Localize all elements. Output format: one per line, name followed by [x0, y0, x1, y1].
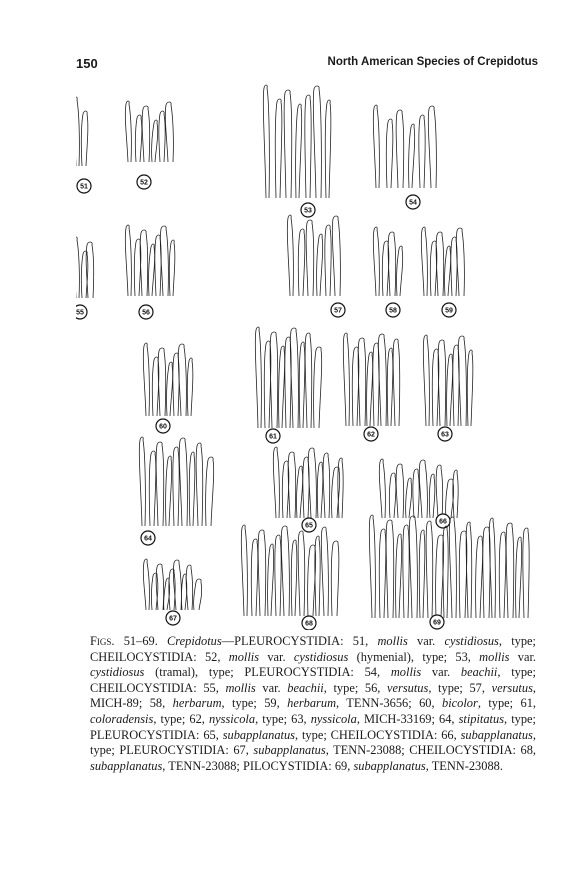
cystidium-outline	[288, 452, 296, 518]
cystidium-outline	[173, 447, 179, 526]
cystidia-group-59	[421, 227, 464, 317]
cystidia-group-61	[255, 327, 321, 443]
caption-figs: Figs.	[90, 634, 115, 648]
cystidium-outline	[476, 536, 483, 618]
caption-text: , type; 62,	[153, 711, 209, 726]
cystidium-outline	[298, 229, 305, 296]
cystidium-outline	[158, 348, 166, 416]
cystidium-outline	[436, 232, 444, 296]
cystidium-outline	[321, 527, 328, 616]
cystidium-outline	[393, 339, 400, 426]
cystidium-outline	[523, 528, 529, 618]
cystidium-outline	[149, 244, 155, 296]
cystidium-outline	[305, 95, 311, 198]
caption-taxon: beachii	[460, 665, 498, 680]
cystidium-outline	[152, 357, 159, 416]
cystidia-group-62	[343, 333, 399, 441]
cystidium-outline	[388, 232, 396, 296]
cystidium-outline	[506, 523, 514, 618]
cystidium-outline	[179, 438, 187, 526]
cystidia-group-60	[143, 343, 193, 433]
caption-taxon: stipitatus	[458, 711, 505, 726]
caption-text: var.	[509, 649, 536, 664]
cystidium-outline	[76, 97, 79, 166]
cystidium-outline	[281, 526, 289, 616]
cystidium-outline	[483, 527, 490, 618]
cystidium-outline	[156, 564, 164, 610]
caption-taxon: subapplanatus	[353, 758, 426, 773]
cystidium-outline	[299, 342, 305, 428]
figure-number-label: 51	[80, 183, 88, 191]
cystidium-outline	[373, 227, 379, 296]
figure-number-label: 59	[445, 307, 453, 315]
cystidium-outline	[275, 99, 282, 198]
figure-number-label: 60	[159, 423, 167, 431]
caption-text: , MICH-33169; 64,	[356, 711, 459, 726]
caption-taxon: subapplanatus	[90, 758, 163, 773]
cystidium-outline	[436, 465, 443, 518]
cystidium-outline	[306, 220, 314, 296]
cystidium-outline	[428, 106, 436, 188]
figure-number-label: 56	[142, 309, 150, 317]
cystidium-outline	[241, 525, 247, 616]
cystidium-outline	[166, 456, 172, 526]
figure-number-label: 67	[169, 615, 177, 623]
cystidium-outline	[458, 336, 466, 426]
cystidium-outline	[169, 240, 175, 296]
cystidia-group-69	[369, 515, 529, 629]
cystidium-outline	[516, 537, 522, 618]
cystidium-outline	[436, 535, 444, 618]
caption-text: , type; CHEILOCYSTIDIA: 55,	[90, 665, 536, 695]
caption-genus: Crepidotus	[167, 634, 222, 648]
caption-text: var.	[259, 649, 294, 664]
cystidium-outline	[297, 466, 303, 518]
caption-text: , type; 59,	[221, 696, 288, 711]
cystidium-outline	[325, 225, 331, 296]
caption-taxon: nyssicola	[310, 711, 357, 726]
cystidium-outline	[315, 536, 320, 616]
cystidium-outline	[449, 517, 456, 618]
cystidium-outline	[369, 515, 375, 618]
cystidium-outline	[386, 119, 393, 188]
cystidium-outline	[298, 531, 305, 616]
cystidium-outline	[389, 473, 396, 518]
figure-caption	[90, 634, 536, 774]
caption-text: , TENN-23088; PILOCYSTIDIA: 69,	[162, 758, 354, 773]
cystidium-outline	[268, 544, 274, 616]
cystidium-outline	[275, 535, 281, 616]
cystidium-outline	[86, 242, 94, 298]
cystidium-outline	[379, 459, 385, 518]
caption-taxon: mollis	[377, 634, 408, 648]
figure-number-label: 66	[439, 518, 447, 526]
cystidium-outline	[423, 335, 429, 426]
cystidium-outline	[332, 216, 340, 296]
cystidium-outline	[421, 227, 427, 296]
cystidium-outline	[409, 516, 417, 618]
caption-text: , TENN-3656; 60,	[336, 696, 443, 711]
cystidia-group-63	[423, 335, 473, 441]
cystidia-drawings	[76, 78, 538, 630]
cystidium-outline	[167, 362, 173, 416]
cystidium-outline	[432, 349, 439, 426]
cystidium-outline	[317, 462, 323, 518]
cystidium-outline	[467, 350, 473, 426]
cystidium-outline	[165, 102, 173, 162]
cystidium-outline	[296, 104, 302, 198]
cystidium-outline	[409, 124, 415, 188]
cystidium-outline	[305, 333, 312, 428]
cystidium-outline	[396, 534, 402, 618]
cystidia-group-65	[273, 447, 343, 532]
caption-text: , type; 56,	[323, 680, 388, 695]
cystidium-outline	[125, 225, 131, 296]
caption-text: , type; 63,	[255, 711, 311, 726]
cystidium-outline	[429, 474, 435, 518]
cystidium-outline	[308, 545, 316, 616]
caption-taxon: versutus	[491, 680, 533, 695]
cystidium-outline	[396, 464, 404, 518]
cystidia-group-67	[143, 559, 201, 625]
cystidium-outline	[282, 461, 289, 518]
cystidium-outline	[81, 111, 88, 166]
cystidium-outline	[396, 110, 404, 188]
caption-text: , type; 61,	[477, 696, 537, 711]
cystidia-group-56	[125, 225, 175, 319]
cystidia-group-54	[373, 105, 436, 209]
caption-text: , type; 57,	[428, 680, 492, 695]
cystidium-outline	[255, 327, 261, 428]
cystidia-group-68	[241, 522, 339, 630]
cystidium-outline	[323, 453, 330, 518]
cystidium-outline	[367, 352, 373, 426]
caption-taxon: nyssicola	[208, 711, 256, 726]
cystidium-outline	[139, 437, 145, 526]
caption-text: , type; PLEUROCYSTIDIA: 67,	[90, 727, 536, 758]
caption-text: (tramal), type; PLEUROCYSTIDIA: 54,	[144, 665, 391, 680]
caption-text: , TENN-23088; CHEILOCYSTIDIA: 68,	[325, 743, 537, 758]
cystidium-outline	[419, 530, 425, 618]
cystidia-group-55	[76, 237, 94, 319]
caption-text: 51–69.	[114, 634, 168, 648]
cystidium-outline	[152, 120, 158, 162]
cystidium-outline	[149, 451, 156, 526]
cystidium-outline	[489, 518, 495, 618]
cystidium-outline	[373, 105, 379, 188]
cystidium-outline	[438, 340, 446, 426]
page-header	[76, 56, 538, 72]
caption-text: , type; PLEUROCYSTIDIA: 65,	[90, 711, 536, 742]
figure-number-label: 62	[367, 431, 375, 439]
cystidium-outline	[264, 341, 271, 428]
figure-number-label: 63	[441, 431, 449, 439]
figure-number-label: 69	[433, 619, 441, 627]
caption-taxon: subapplanatus	[460, 727, 533, 742]
caption-taxon: mollis	[479, 649, 510, 664]
figure-number-label: 65	[305, 522, 313, 530]
caption-taxon: subapplanatus	[253, 743, 326, 758]
figure-number-label: 68	[305, 620, 313, 628]
cystidium-outline	[499, 532, 506, 618]
page-number: 150	[76, 56, 98, 71]
cystidium-outline	[196, 443, 203, 526]
cystidium-outline	[135, 115, 142, 162]
caption-text: (hymenial), type; 53,	[348, 649, 480, 664]
cystidium-outline	[406, 478, 412, 518]
caption-taxon: beachii	[287, 680, 324, 695]
cystidium-outline	[143, 343, 149, 416]
figure-number-label: 52	[140, 179, 148, 187]
cystidium-outline	[194, 579, 202, 610]
cystidium-outline	[143, 559, 149, 610]
cystidium-outline	[343, 333, 349, 426]
cystidium-outline	[291, 540, 297, 616]
cystidia-group-57	[287, 215, 345, 317]
caption-text: —PLEUROCYSTIDIA: 51,	[221, 634, 378, 648]
cystidium-outline	[419, 460, 427, 518]
cystidium-outline	[251, 539, 258, 616]
caption-text: , MICH-89; 58,	[90, 680, 537, 711]
cystidia-group-52	[125, 101, 173, 189]
caption-text: var.	[421, 665, 461, 680]
caption-taxon: versutus	[387, 680, 429, 695]
cystidium-outline	[447, 354, 453, 426]
cystidium-outline	[403, 525, 409, 618]
running-head: North American Species of Crepidotus	[327, 56, 538, 68]
caption-taxon: coloradensis	[90, 711, 154, 726]
caption-taxon: subapplanatus	[222, 727, 296, 742]
cystidium-outline	[459, 531, 467, 618]
cystidium-outline	[358, 338, 366, 426]
cystidium-outline	[287, 215, 293, 296]
figure-number-label: 53	[304, 207, 312, 215]
cystidium-outline	[258, 530, 266, 616]
cystidia-figure	[76, 78, 538, 630]
caption-taxon: herbarum	[172, 696, 222, 711]
cystidium-outline	[178, 344, 186, 416]
cystidium-outline	[387, 348, 393, 426]
cystidium-outline	[413, 469, 419, 518]
cystidium-outline	[273, 447, 279, 518]
cystidium-outline	[378, 334, 386, 426]
cystidia-group-53	[263, 85, 331, 217]
cystidium-outline	[142, 106, 150, 162]
caption-taxon: cystidiosus	[90, 665, 145, 680]
cystidium-outline	[317, 234, 323, 296]
cystidium-outline	[284, 90, 292, 198]
figure-number-label: 61	[269, 433, 277, 441]
cystidium-outline	[270, 332, 278, 428]
cystidium-outline	[419, 115, 425, 188]
caption-taxon: mollis	[228, 649, 260, 664]
cystidium-outline	[125, 101, 131, 162]
cystidium-outline	[331, 541, 339, 616]
cystidium-outline	[352, 347, 359, 426]
cystidium-outline	[430, 241, 437, 296]
cystidium-outline	[314, 347, 322, 428]
figure-number-label: 54	[409, 199, 417, 207]
cystidium-outline	[379, 529, 386, 618]
caption-taxon: herbarum	[287, 696, 337, 711]
cystidium-outline	[325, 100, 331, 198]
cystidium-outline	[290, 328, 298, 428]
cystidium-outline	[159, 111, 165, 162]
cystidium-outline	[76, 237, 79, 298]
cystidium-outline	[397, 246, 403, 296]
cystidium-outline	[466, 522, 472, 618]
cystidium-outline	[445, 246, 451, 296]
caption-taxon: mollis	[225, 680, 256, 695]
figure-number-label: 58	[389, 307, 397, 315]
figure-number-label: 57	[334, 307, 342, 315]
cystidia-group-66	[379, 459, 458, 528]
cystidium-outline	[386, 520, 394, 618]
cystidium-outline	[189, 452, 195, 526]
cystidium-outline	[187, 358, 193, 416]
caption-text: , type; CHEILOCYSTIDIA: 66,	[295, 727, 461, 742]
cystidium-outline	[308, 448, 316, 518]
caption-taxon: bicolor	[442, 696, 478, 711]
cystidium-outline	[338, 458, 343, 518]
cystidium-outline	[382, 241, 389, 296]
cystidium-outline	[313, 86, 321, 198]
cystidia-group-64	[139, 437, 213, 545]
cystidium-outline	[134, 239, 141, 296]
cystidium-outline	[426, 521, 433, 618]
caption-taxon: cystidiosus	[444, 634, 499, 648]
cystidium-outline	[446, 479, 454, 518]
cystidium-outline	[443, 526, 448, 618]
caption-text: , type; CHEILOCYSTIDIA: 52,	[90, 634, 536, 664]
caption-taxon: cystidiosus	[293, 649, 349, 664]
cystidium-outline	[456, 228, 464, 296]
cystidium-outline	[263, 85, 269, 198]
figure-number-label: 64	[144, 535, 152, 543]
figure-number-label: 55	[76, 309, 84, 317]
cystidium-outline	[160, 226, 168, 296]
caption-text: var.	[255, 680, 288, 695]
cystidium-outline	[140, 230, 148, 296]
cystidia-group-58	[373, 227, 402, 317]
cystidium-outline	[206, 457, 214, 526]
caption-text: var.	[407, 634, 445, 648]
cystidium-outline	[156, 442, 164, 526]
caption-taxon: mollis	[390, 665, 422, 680]
cystidium-outline	[279, 346, 285, 428]
cystidia-group-51	[76, 97, 91, 193]
caption-text: , TENN-23088.	[425, 758, 503, 773]
